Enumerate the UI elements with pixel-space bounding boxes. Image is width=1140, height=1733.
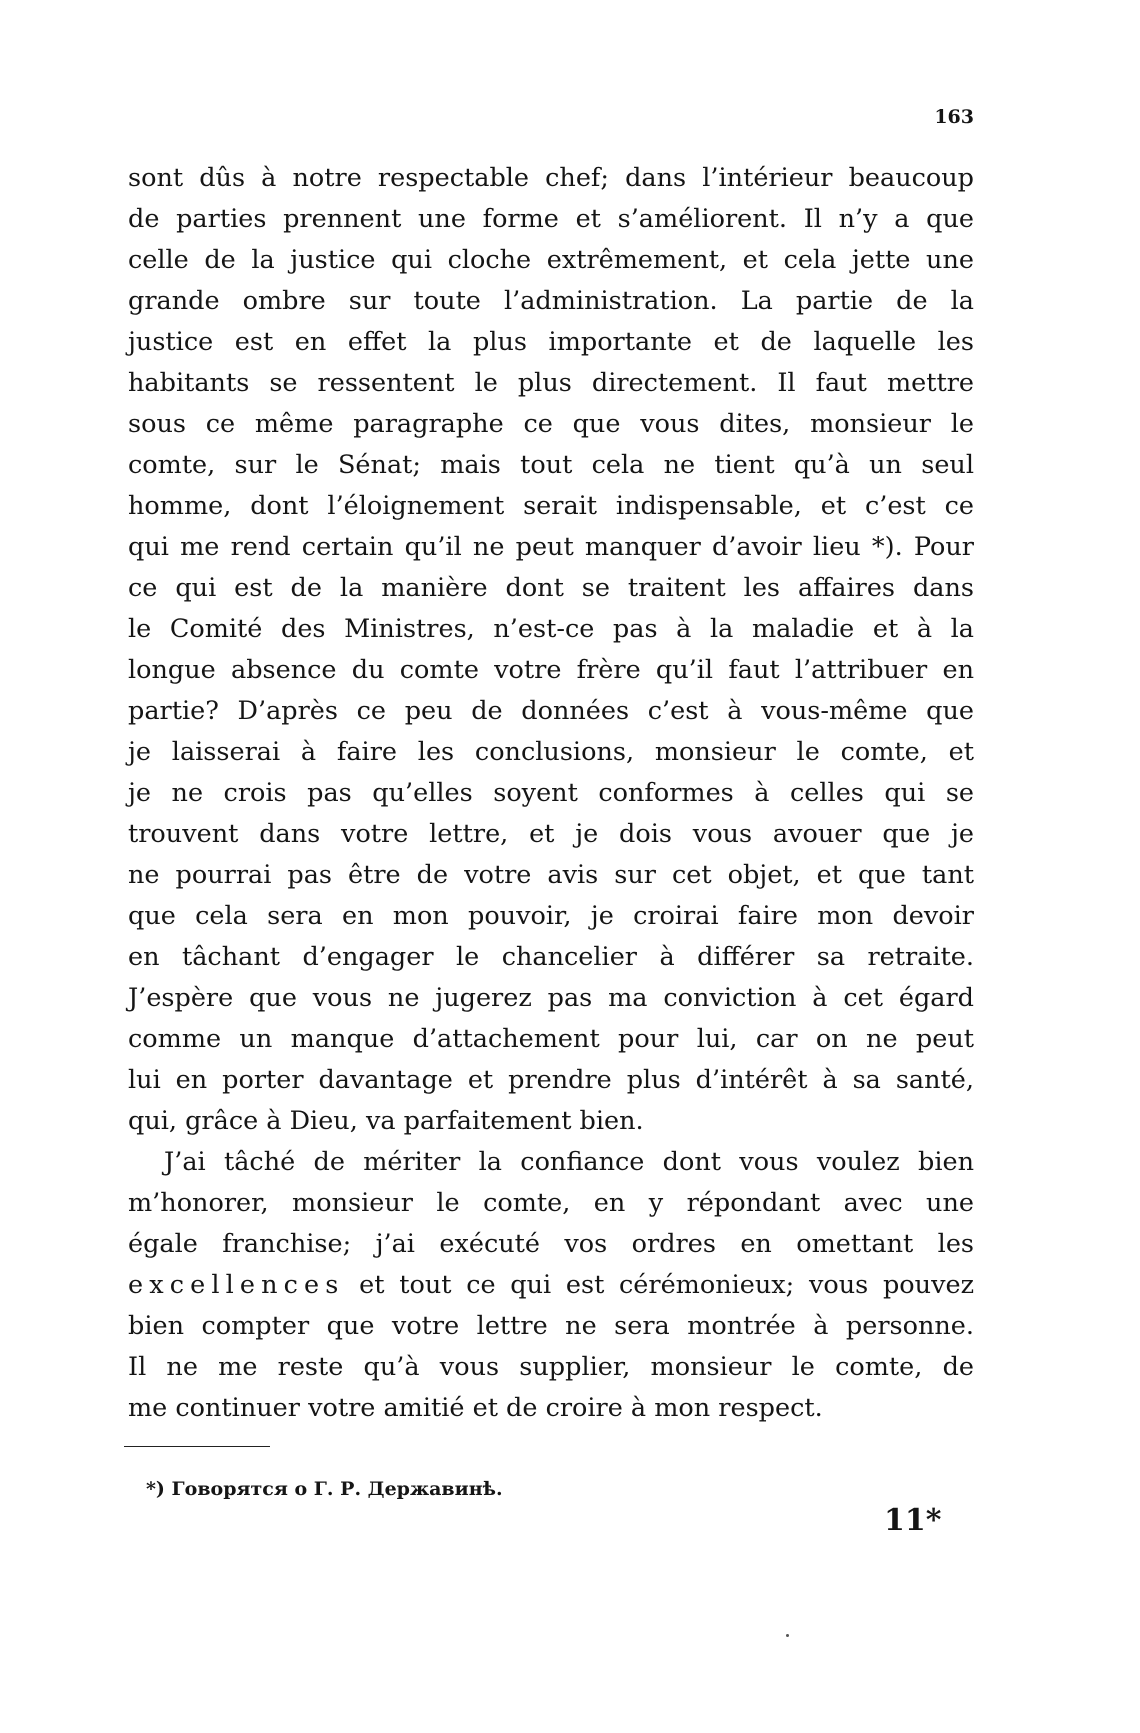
- text-line: en tâchant d’engager le chancelier à différer sa retraite.: [128, 942, 974, 972]
- spaced-word: excellences: [128, 1270, 345, 1300]
- text-line: comme un manque d’attachement pour lui, car on ne peut: [128, 1024, 974, 1054]
- text-line: [128, 1265, 974, 1306]
- text-line: le Comité des Ministres, n’est-ce pas à la maladie et à la: [128, 614, 974, 644]
- text-line: je laisserai à faire les conclusions, monsieur le comte, et: [128, 737, 974, 767]
- text-line: homme, dont l’éloignement serait indispensable, et c’est ce: [128, 491, 974, 521]
- text-line: J’ai tâché de mériter la confiance dont vous voulez bien: [164, 1147, 974, 1177]
- text-line: Il ne me reste qu’à vous supplier, monsieur le comte, de: [128, 1352, 974, 1382]
- text-line: je ne crois pas qu’elles soyent conformes à celles qui se: [128, 778, 974, 808]
- text-line: trouvent dans votre lettre, et je dois vous avouer que je: [128, 819, 974, 849]
- print-speck: [786, 1634, 789, 1637]
- text-line: lui en porter davantage et prendre plus d’intérêt à sa santé,: [128, 1065, 974, 1095]
- text-line: m’honorer, monsieur le comte, en y répondant avec une: [128, 1188, 974, 1218]
- text-line: J’espère que vous ne jugerez pas ma conviction à cet égard: [128, 983, 974, 1013]
- footnote: *) Говорятся о Г. Р. Державинѣ.: [146, 1478, 503, 1500]
- body-text: [128, 158, 974, 1429]
- text-line: ce qui est de la manière dont se traitent les affaires dans: [128, 573, 974, 603]
- text-line: comte, sur le Sénat; mais tout cela ne tient qu’à un seul: [128, 450, 974, 480]
- text-line: habitants se ressentent le plus directement. Il faut mettre: [128, 368, 974, 398]
- page-number: 163: [934, 106, 974, 128]
- signature-mark: 11*: [884, 1503, 942, 1538]
- paragraph-1: [128, 158, 974, 1142]
- text-line: sous ce même paragraphe ce que vous dites, monsieur le: [128, 409, 974, 439]
- text-line: celle de la justice qui cloche extrêmement, et cela jette une: [128, 245, 974, 275]
- text-line-rest: et tout ce qui est cérémonieux; vous pouvez: [344, 1270, 974, 1300]
- text-line: que cela sera en mon pouvoir, je croirai faire mon devoir: [128, 901, 974, 931]
- text-line: ne pourrai pas être de votre avis sur cet objet, et que tant: [128, 860, 974, 890]
- text-line: sont dûs à notre respectable chef; dans l’intérieur beaucoup: [128, 163, 974, 193]
- text-line: partie? D’après ce peu de données c’est à vous-même que: [128, 696, 974, 726]
- text-line: justice est en effet la plus importante et de laquelle les: [128, 327, 974, 357]
- text-line: qui, grâce à Dieu, va parfaitement bien.: [128, 1106, 644, 1136]
- text-line: bien compter que votre lettre ne sera montrée à personne.: [128, 1311, 974, 1341]
- footnote-rule: [124, 1446, 270, 1447]
- text-line: grande ombre sur toute l’administration. La partie de la: [128, 286, 974, 316]
- text-line: longue absence du comte votre frère qu’il faut l’attribuer en: [128, 655, 974, 685]
- paragraph-2: [128, 1142, 974, 1429]
- text-line: me continuer votre amitié et de croire à mon respect.: [128, 1393, 823, 1423]
- text-line: qui me rend certain qu’il ne peut manquer d’avoir lieu *). Pour: [128, 532, 974, 562]
- text-line: de parties prennent une forme et s’améliorent. Il n’y a que: [128, 204, 974, 234]
- text-line: égale franchise; j’ai exécuté vos ordres en omettant les: [128, 1229, 974, 1259]
